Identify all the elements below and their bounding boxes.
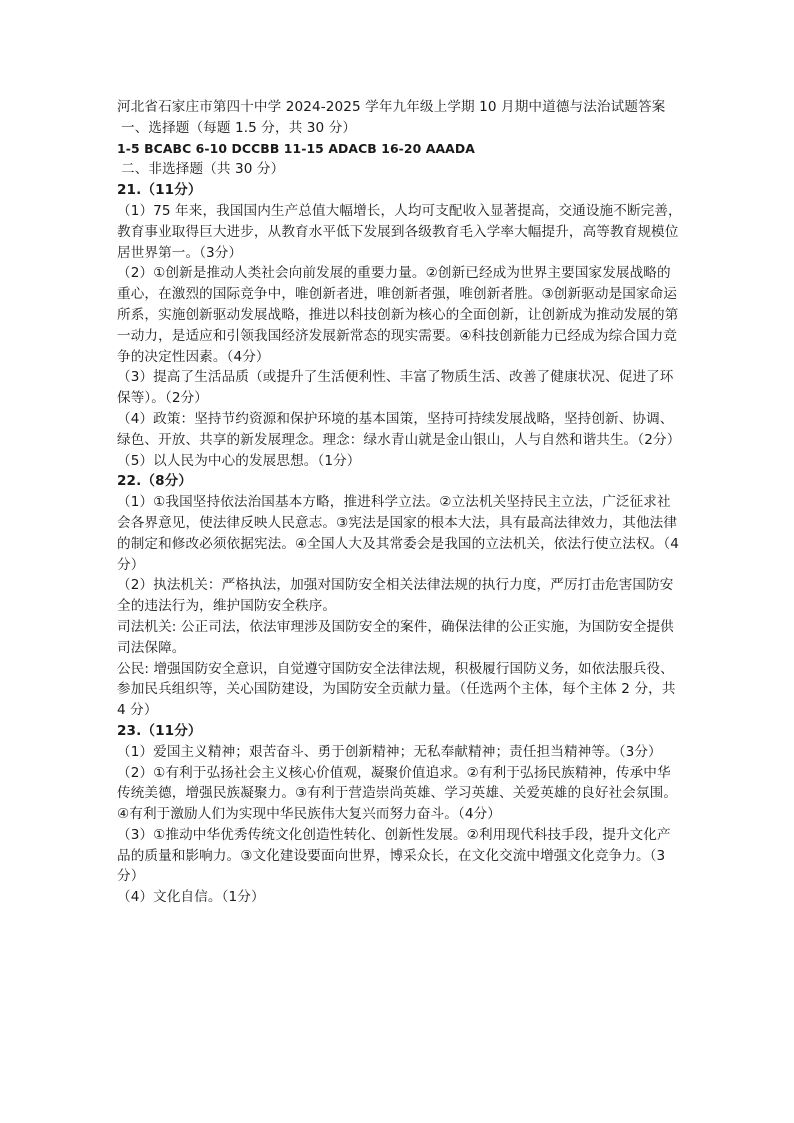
q23-part3: （3）①推动中华优秀传统文化创造性转化、创新性发展。②利用现代科技手段，提升文化产品的质量和影响力。③文化建设要面向世界，博采众长，在文化交流中增强文化竞争力。（3分） <box>117 826 671 885</box>
q21-part5: （5）以人民为中心的发展思想。（1分） <box>117 452 361 469</box>
section1-heading: 一、选择题（每题 1.5 分，共 30 分） <box>121 119 357 136</box>
document-title: 河北省石家庄市第四十中学 2024-2025 学年九年级上学期 10 月期中道德与法治试题答案 <box>117 99 666 115</box>
q23-part2: （2）①有利于弘扬社会主义核心价值观，凝聚价值追求。②有利于弘扬民族精神，传承中华传统美德，增强民族凝聚力。③有利于营造崇尚英雄、学习英雄、关爱英雄的良好社会氛围。④有利于激励人们为实现中华民族伟大复兴而努力奋斗。（4分） <box>117 764 678 823</box>
q22-number: 22.（8分） <box>117 473 193 490</box>
q21-number: 21.（11分） <box>117 182 202 199</box>
q22-part2-citizen: 公民: 增强国防安全意识，自觉遵守国防安全法律法规，积极履行国防义务，如依法服兵役、参加民兵组织等，关心国防建设，为国防安全贡献力量。（任选两个主体，每个主体 2 分，共 4 分） <box>117 660 676 719</box>
q21-part4: （4）政策：坚持节约资源和保护环境的基本国策，坚持可持续发展战略，坚持创新、协调、绿色、开放、共享的新发展理念。理念：绿水青山就是金山银山，人与自然和谐共生。（2分） <box>117 410 681 448</box>
q23-number: 23.（11分） <box>117 722 202 739</box>
q23-part1: （1）爱国主义精神；艰苦奋斗、勇于创新精神；无私奉献精神；责任担当精神等。（3分） <box>117 743 662 760</box>
q21-part2: （2）①创新是推动人类社会向前发展的重要力量。②创新已经成为世界主要国家发展战略的重心，在激烈的国际竞争中，唯创新者进，唯创新者强，唯创新者胜。③创新驱动是国家命运所系，实施创新驱动发展战略，推进以科技创新为核心的全面创新，让创新成为推动发展的第一动力，是适应和引领我国经济发展新常态的现实需要。④科技创新能力已经成为综合国力竞争的决定性因素。（4分） <box>117 265 679 365</box>
q22-part2-judicial: 司法机关: 公正司法，依法审理涉及国防安全的案件，确保法律的公正实施，为国防安全提供司法保障。 <box>117 618 674 656</box>
q21-part1: （1）75 年来，我国国内生产总值大幅增长，人均可支配收入显著提高，交通设施不断完善，教育事业取得巨大进步，从教育水平低下发展到各级教育毛入学率大幅提升，高等教育规模位居世界第一。（3分） <box>117 202 682 261</box>
answer-document <box>117 97 683 908</box>
section1-answers: 1-5 BCABC 6-10 DCCBB 11-15 ADACB 16-20 AAADA <box>117 140 475 156</box>
q21-part3: （3）提高了生活品质（或提升了生活便利性、丰富了物质生活、改善了健康状况、促进了环保等）。（2分） <box>117 369 674 407</box>
q22-part2: （2）执法机关：严格执法，加强对国防安全相关法律法规的执行力度，严厉打击危害国防安全的违法行为，维护国防安全秩序。 <box>117 577 674 615</box>
q22-part1: （1）①我国坚持依法治国基本方略，推进科学立法。②立法机关坚持民主立法，广泛征求社会各界意见，使法律反映人民意志。③宪法是国家的根本大法，具有最高法律效力，其他法律的制定和修改必须依据宪法。④全国人大及其常委会是我国的立法机关，依法行使立法权。（4分） <box>117 494 679 573</box>
section2-heading: 二、非选择题（共 30 分） <box>121 161 285 178</box>
q23-part4: （4）文化自信。（1分） <box>117 889 265 906</box>
